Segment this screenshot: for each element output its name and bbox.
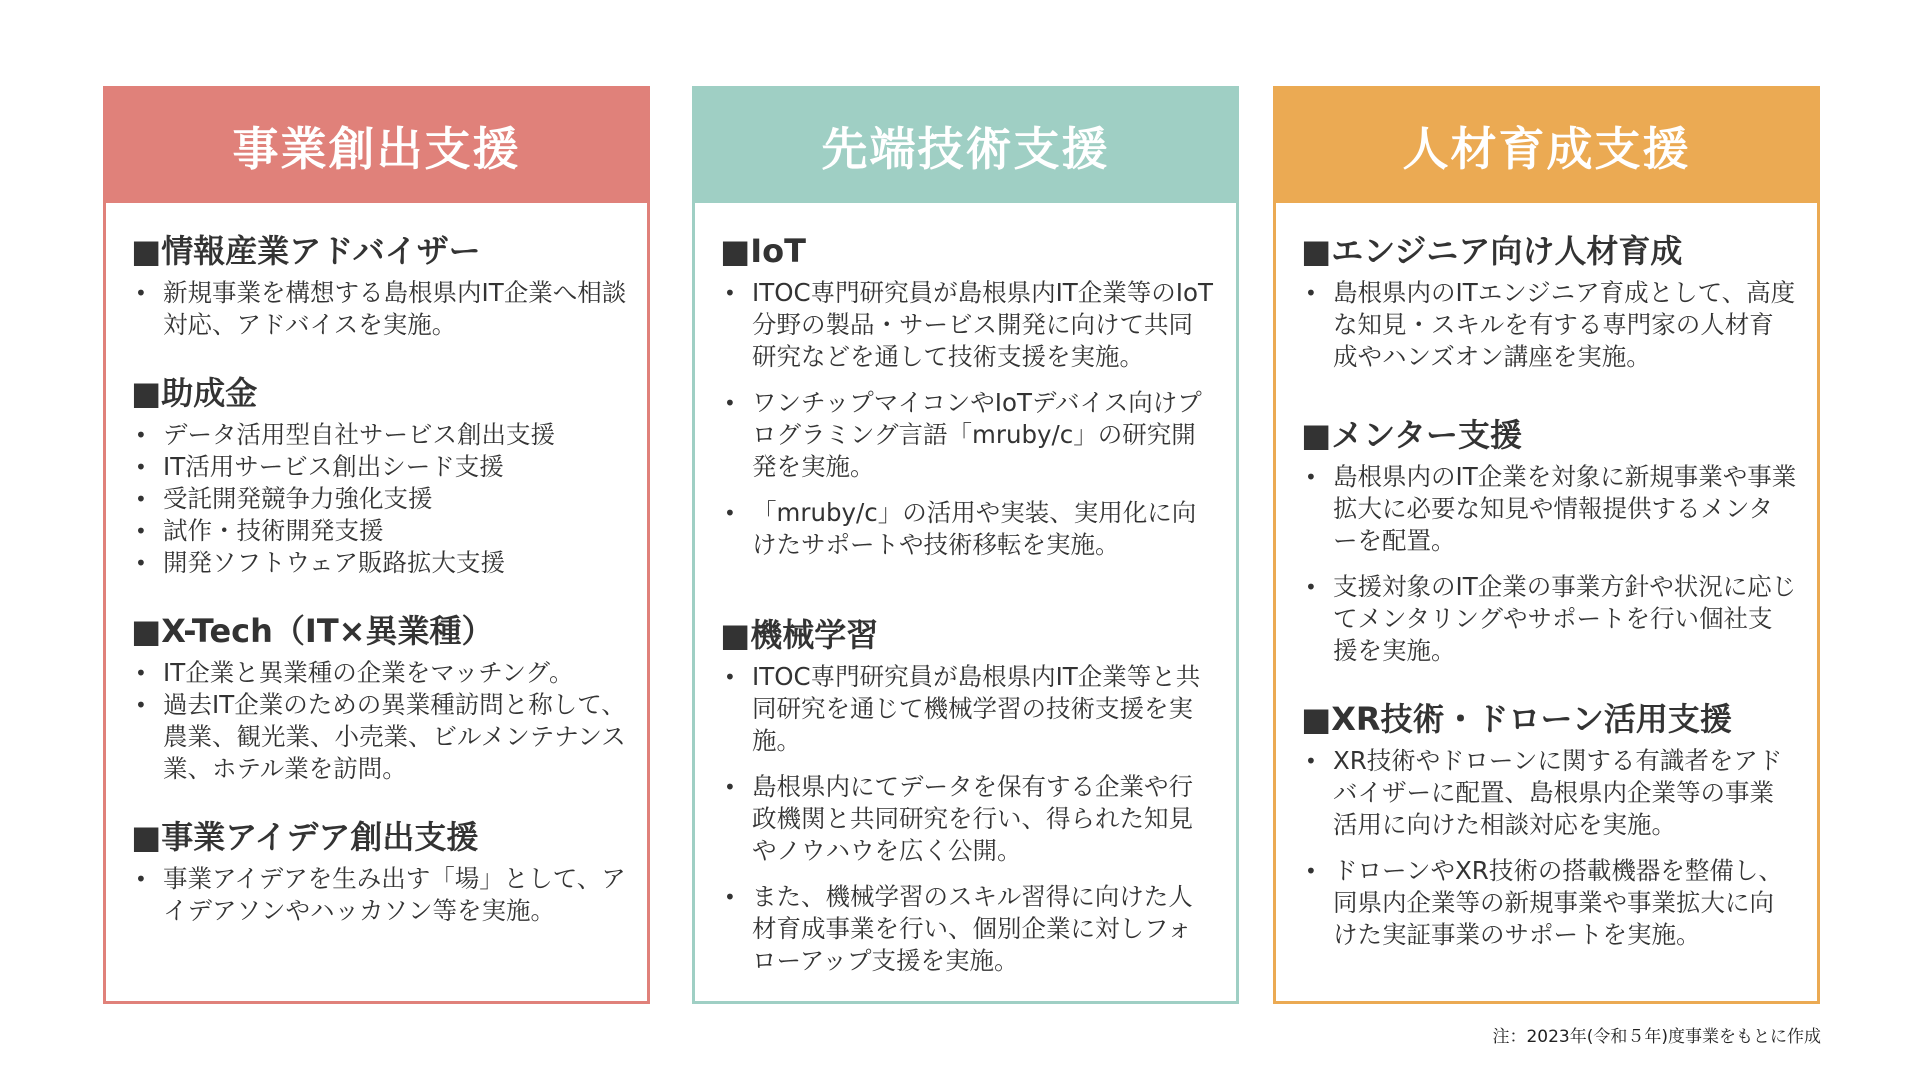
list-item: • ドローンやXR技術の搭載機器を整備し、同県内企業等の新規事業や事業拡大に向けた実証事業のサポートを実施。 — [1301, 855, 1797, 951]
section-title: ■事業アイデア創出支援 — [131, 818, 479, 856]
column-business-creation — [103, 86, 650, 1004]
section-info-advisor — [131, 229, 627, 341]
list-item: • 新規事業を構想する島根県内IT企業へ相談対応、アドバイスを実施。 — [131, 277, 627, 341]
list-item: • 受託開発競争力強化支援 — [131, 483, 627, 515]
section-machine-learning — [720, 613, 1216, 977]
list-item: • データ活用型自社サービス創出支援 — [131, 419, 627, 451]
section-title: ■情報産業アドバイザー — [131, 232, 481, 270]
list-item: • ITOC専門研究員が島根県内IT企業等と共同研究を通じて機械学習の技術支援を実施。 — [720, 661, 1216, 757]
section-title: ■XR技術・ドローン活用支援 — [1301, 700, 1732, 738]
list-item: • 試作・技術開発支援 — [131, 515, 627, 547]
section-engineer-training — [1301, 229, 1797, 373]
column-advanced-tech — [692, 86, 1239, 1004]
list-item: • 過去IT企業のための異業種訪問と称して、農業、観光業、小売業、ビルメンテナンス業、ホテル業を訪問。 — [131, 689, 627, 785]
section-iot — [720, 229, 1216, 561]
list-item: • 島根県内にてデータを保有する企業や行政機関と共同研究を行い、得られた知見やノウハウを広く公開。 — [720, 771, 1216, 867]
list-item: • IT活用サービス創出シード支援 — [131, 451, 627, 483]
list-item: • ワンチップマイコンやIoTデバイス向けプログラミング言語「mruby/c」の研究開発を実施。 — [720, 387, 1216, 483]
list-item: • 支援対象のIT企業の事業方針や状況に応じてメンタリングやサポートを行い個社支援を実施。 — [1301, 571, 1797, 667]
section-title: ■機械学習 — [720, 616, 879, 654]
column-title: 事業創出支援 — [106, 89, 647, 203]
column-hr-development — [1273, 86, 1820, 1004]
column-title: 人材育成支援 — [1276, 89, 1817, 203]
list-item: • IT企業と異業種の企業をマッチング。 — [131, 657, 627, 689]
section-xr-drone — [1301, 697, 1797, 951]
list-item: • 「mruby/c」の活用や実装、実用化に向けたサポートや技術移転を実施。 — [720, 497, 1216, 561]
section-subsidy — [131, 371, 627, 579]
section-mentor-support — [1301, 413, 1797, 667]
list-item: • 島根県内のIT企業を対象に新規事業や事業拡大に必要な知見や情報提供するメンターを配置。 — [1301, 461, 1797, 557]
column-title: 先端技術支援 — [695, 89, 1236, 203]
section-title: ■エンジニア向け人材育成 — [1301, 232, 1683, 270]
list-item: • 開発ソフトウェア販路拡大支援 — [131, 547, 627, 579]
section-x-tech — [131, 609, 627, 785]
list-item: • ITOC専門研究員が島根県内IT企業等のIoT分野の製品・サービス開発に向けて共同研究などを通して技術支援を実施。 — [720, 277, 1216, 373]
list-item: • また、機械学習のスキル習得に向けた人材育成事業を行い、個別企業に対しフォローアップ支援を実施。 — [720, 881, 1216, 977]
list-item: • 事業アイデアを生み出す「場」として、アイデアソンやハッカソン等を実施。 — [131, 863, 627, 927]
section-title: ■X-Tech（IT×異業種） — [131, 612, 494, 650]
section-title: ■助成金 — [131, 374, 258, 412]
section-idea-creation — [131, 815, 627, 927]
footnote: 注：2023年(令和５年)度事業をもとに作成 — [1492, 1027, 1821, 1047]
list-item: • XR技術やドローンに関する有識者をアドバイザーに配置、島根県内企業等の事業活用に向けた相談対応を実施。 — [1301, 745, 1797, 841]
section-title: ■メンター支援 — [1301, 416, 1522, 454]
list-item: • 島根県内のITエンジニア育成として、高度な知見・スキルを有する専門家の人材育成やハンズオン講座を実施。 — [1301, 277, 1797, 373]
section-title: ■IoT — [720, 232, 806, 270]
